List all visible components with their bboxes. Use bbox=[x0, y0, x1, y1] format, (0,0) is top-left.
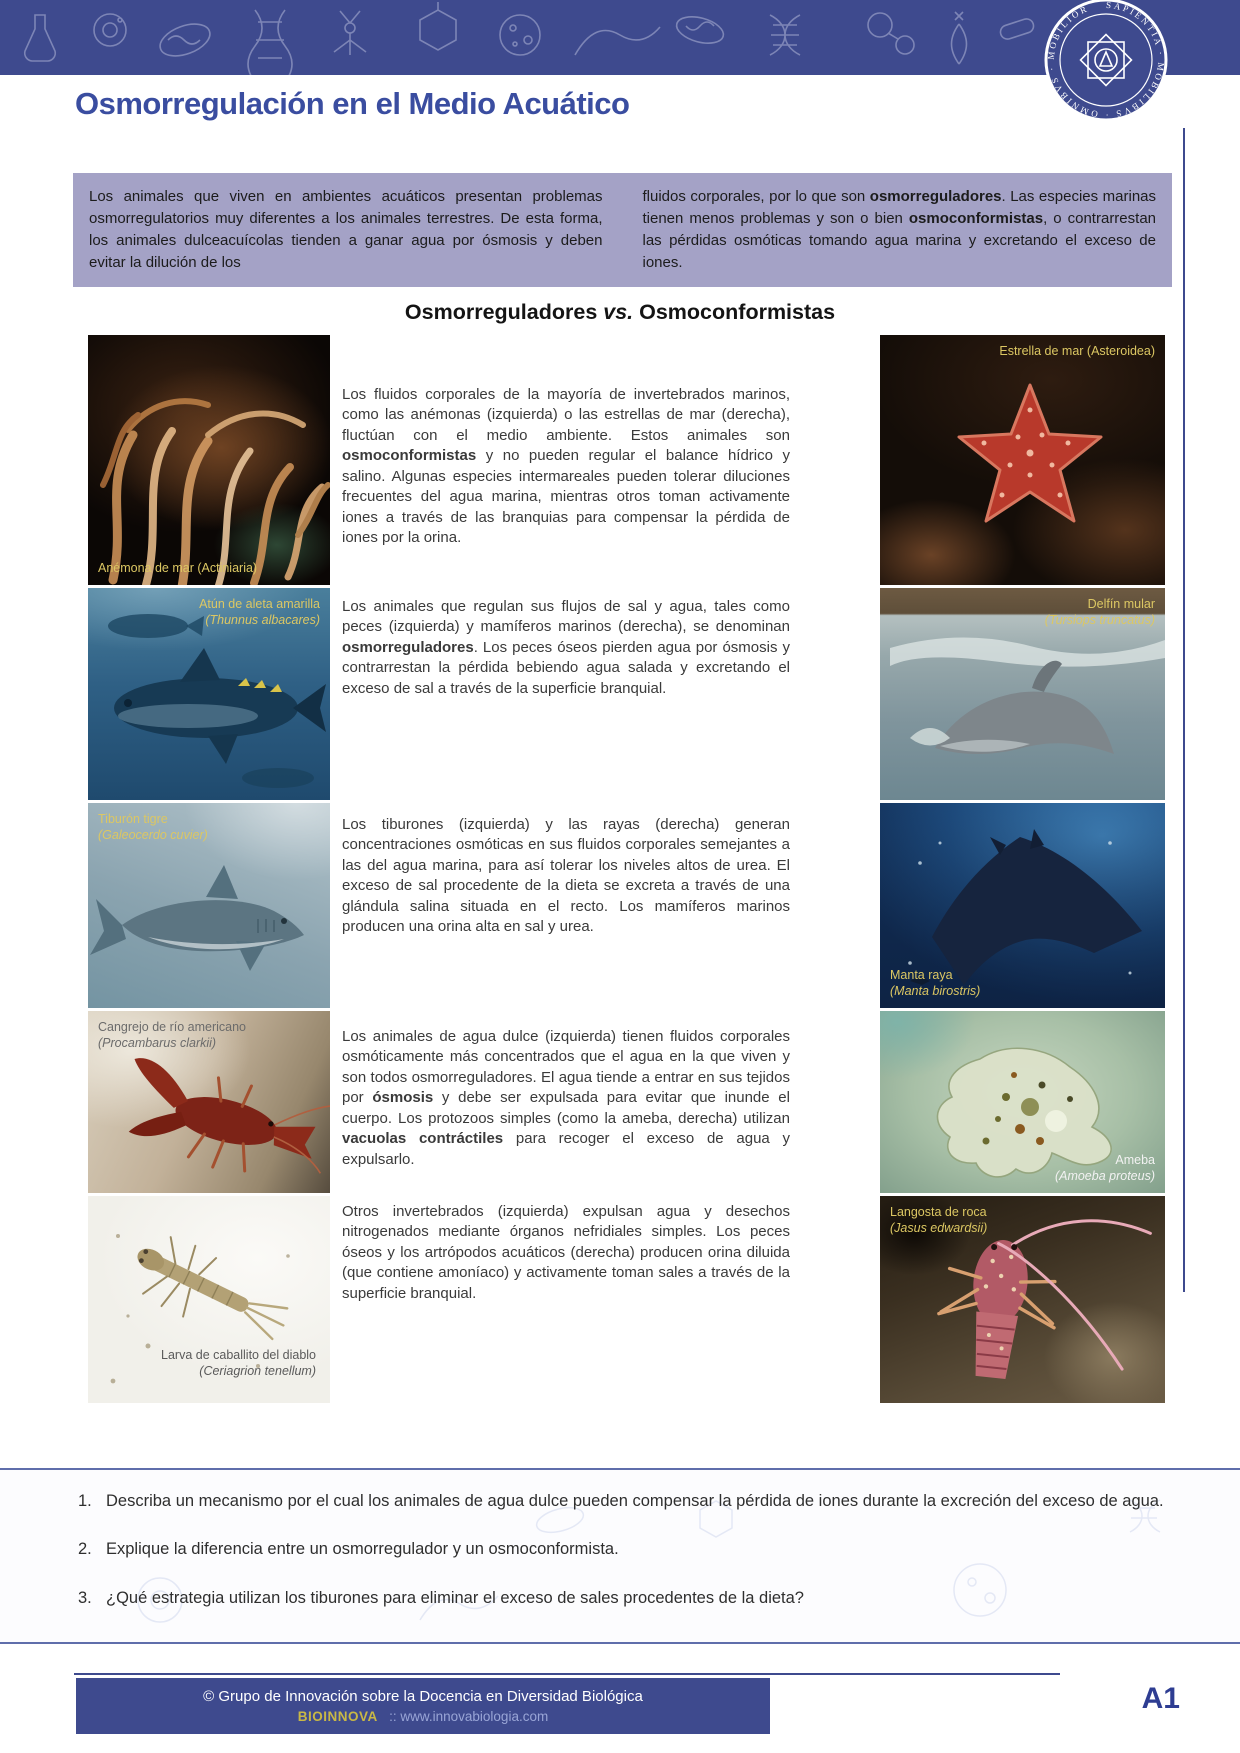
paragraph-osmoconformers: Los fluidos corporales de la mayoría de invertebrados marinos, como las anémonas (izquierda) o las estrellas de mar (derecha), fluctúan con el medio ambiente. Estos animales son osmoconformistas y no pueden regular el balance hídrico y salino. Algunas especies intermareales pueden tolerar diluciones frecuentes del agua marina, mientras otros toman activamente iones a través de las branquias para compensar la pérdida de iones por la orina. bbox=[342, 386, 790, 547]
row-osmoconformers bbox=[88, 335, 1165, 585]
footer-url[interactable]: www.innovabiologia.com bbox=[400, 1708, 549, 1724]
caption-damselfly-larva: Larva de caballito del diablo (Ceriagrion tenellum) bbox=[161, 1347, 316, 1378]
paragraph-osmoregulators: Los animales que regulan sus flujos de sal y agua, tales como peces (izquierda) y mamíferos marinos (derecha), se denominan osmorreguladores. Los peces óseos pierden agua por ósmosis y contrarrestan la pérdida bebiendo agua salada y excretando el exceso de sal a través de la superficie branquial. bbox=[342, 598, 790, 697]
caption-manta-ray: Manta raya (Manta birostris) bbox=[890, 967, 981, 998]
question-3-text: ¿Qué estrategia utilizan los tiburones para eliminar el exceso de sales procedentes de la dieta? bbox=[106, 1588, 804, 1607]
page-title: Osmorregulación en el Medio Acuático bbox=[75, 86, 630, 121]
question-3-number: 3. bbox=[78, 1588, 92, 1607]
question-1-number: 1. bbox=[78, 1492, 92, 1510]
paragraph-invertebrates: Otros invertebrados (izquierda) expulsan agua y desechos nitrogenados mediante órganos nefridiales simples. Los peces óseos y los artrópodos acuáticos (derecha) producen orina diluida (que contiene amoníaco) y activamente toman sales a través de la superficie branquial. bbox=[342, 1203, 790, 1302]
photo-manta-ray bbox=[880, 803, 1165, 1008]
question-2-text: Explique la diferencia entre un osmorregulador y un osmoconformista. bbox=[106, 1540, 619, 1559]
bioinnova-brand: BIOINNOVA bbox=[297, 1708, 378, 1724]
content-grid bbox=[88, 335, 1165, 1406]
question-2 bbox=[76, 1538, 1180, 1560]
page-code: A1 bbox=[1141, 1682, 1180, 1715]
questions-box bbox=[0, 1468, 1240, 1644]
paragraph-sharks-rays: Los tiburones (izquierda) y las rayas (derecha) generan concentraciones osmóticas en sus fluidos corporales semejantes a las del agua marina, para así tolerar los niveles altos de urea. El exceso de sal procedente de la dieta se excreta a través de una glándula salina situada en el recto. Los mamíferos marinos producen una orina alta en sal y urea. bbox=[342, 816, 790, 936]
seal-ring-text: SAPIENTIA · MOBILIBVS · OMNIBVS · MOBILIOR bbox=[1045, 0, 1167, 121]
photo-yellowfin-tuna bbox=[88, 588, 330, 800]
question-1 bbox=[76, 1490, 1180, 1512]
row-invertebrates bbox=[88, 1196, 1165, 1403]
footer-links bbox=[76, 1709, 770, 1724]
caption-rock-lobster: Langosta de roca (Jasus edwardsii) bbox=[890, 1205, 988, 1236]
caption-crayfish: Cangrejo de río americano (Procambarus clarkii) bbox=[98, 1020, 246, 1051]
photo-sea-anemone bbox=[88, 335, 330, 585]
photo-amoeba bbox=[880, 1011, 1165, 1193]
caption-dolphin: Delfín mular (Tursiops truncatus) bbox=[1044, 597, 1155, 628]
caption-tuna: Atún de aleta amarilla (Thunnus albacares) bbox=[199, 597, 320, 628]
question-3 bbox=[76, 1587, 1180, 1609]
photo-starfish bbox=[880, 335, 1165, 585]
university-seal-logo bbox=[1040, 0, 1172, 128]
caption-tiger-shark: Tiburón tigre (Galeocerdo cuvier) bbox=[98, 812, 208, 843]
section-heading: Osmorreguladores vs. Osmoconformistas bbox=[404, 300, 836, 324]
caption-amoeba: Ameba (Amoeba proteus) bbox=[1054, 1152, 1155, 1183]
question-2-number: 2. bbox=[78, 1540, 92, 1559]
intro-left-column: Los animales que viven en ambientes acuáticos presentan problemas osmorregulatorios muy diferentes a los animales terrestres. De esta forma, los animales dulceacuícolas tienden a ganar agua por ósmosis y deben evitar la dilución de los bbox=[89, 188, 603, 272]
photo-crayfish bbox=[88, 1011, 330, 1193]
row-osmoregulators bbox=[88, 588, 1165, 800]
footer-rule bbox=[74, 1673, 1060, 1675]
paragraph-freshwater: Los animales de agua dulce (izquierda) tienen fluidos corporales osmóticamente más concentrados que el agua en la que viven y son todos osmorreguladores. El agua tiende a entrar en sus tejidos por ósmosis y debe ser expulsada para evitar que inunde el cuerpo. Los protozoos simples (como la ameba, derecha) utilizan vacuolas contráctiles para recoger el exceso de agua y expulsarlo. bbox=[342, 1028, 790, 1168]
photo-rock-lobster bbox=[880, 1196, 1165, 1403]
row-sharks-rays bbox=[88, 803, 1165, 1008]
photo-damselfly-larva bbox=[88, 1196, 330, 1403]
intro-right-column: fluidos corporales, por lo que son osmorreguladores. Las especies marinas tienen menos problemas y son o bien osmoconformistas, o contrarrestan las pérdidas osmóticas tomando agua marina y excretando el exceso de iones. bbox=[642, 188, 1156, 272]
photo-dolphin bbox=[880, 588, 1165, 800]
row-freshwater bbox=[88, 1011, 1165, 1193]
question-1-text: Describa un mecanismo por el cual los animales de agua dulce pueden compensar la pérdida de iones durante la excreción del exceso de agua. bbox=[106, 1492, 1164, 1510]
footer-separator: :: bbox=[389, 1708, 397, 1724]
caption-anemone: Anémona de mar (Actiniaria) bbox=[98, 560, 258, 575]
caption-starfish: Estrella de mar (Asteroidea) bbox=[999, 344, 1155, 358]
footer-copyright: © Grupo de Innovación sobre la Docencia en Diversidad Biológica bbox=[203, 1688, 643, 1705]
footer-credit-box bbox=[76, 1678, 770, 1734]
intro-box bbox=[73, 173, 1172, 287]
photo-tiger-shark bbox=[88, 803, 330, 1008]
